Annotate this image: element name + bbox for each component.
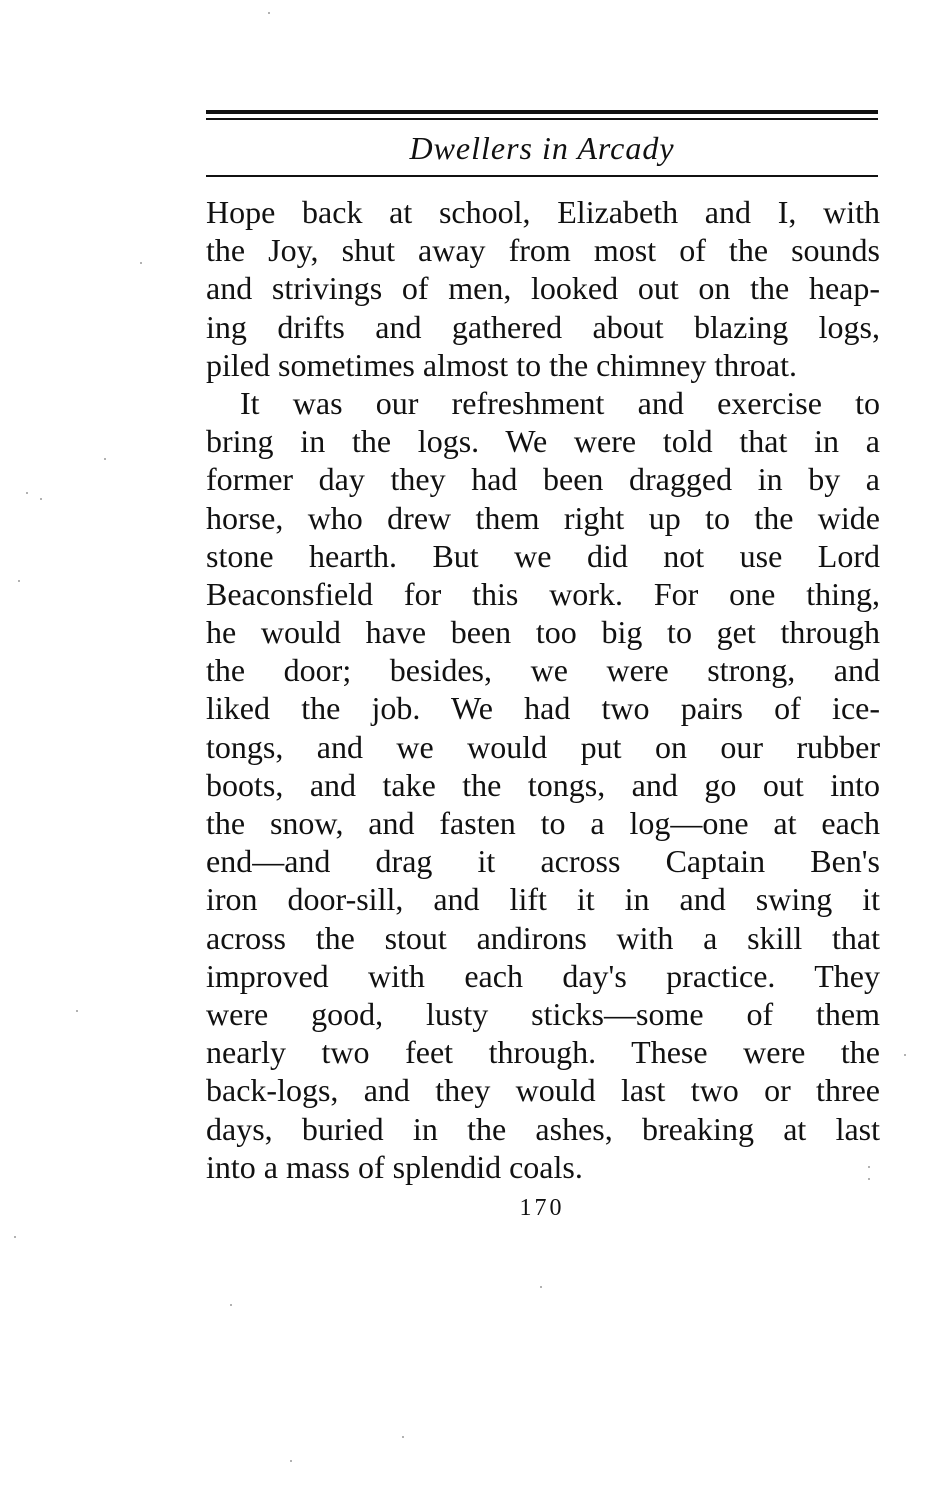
text-line: the snow, and fasten to a log—one at each bbox=[206, 805, 880, 841]
text-line: nearly two feet through. These were the bbox=[206, 1034, 880, 1071]
scan-speck bbox=[290, 1460, 292, 1462]
text-line: across the stout andirons with a skill that bbox=[206, 919, 880, 956]
text-line: the door; besides, we were strong, and bbox=[206, 652, 880, 689]
scan-speck bbox=[104, 458, 106, 460]
text-line: liked the job. We had two pairs of ice- bbox=[206, 690, 880, 727]
text-line: horse, who drew them right up to the wide bbox=[206, 499, 880, 536]
header-rule-bottom bbox=[206, 175, 878, 177]
page-number: 170 bbox=[519, 1195, 565, 1221]
text-line: the Joy, shut away from most of the sounds bbox=[206, 232, 880, 269]
header-rule-thin bbox=[206, 118, 878, 120]
text-line: were good, lusty sticks—some of them bbox=[206, 995, 880, 1032]
text-line: back-logs, and they would last two or three bbox=[206, 1072, 880, 1109]
scan-speck bbox=[40, 498, 42, 500]
body-text bbox=[206, 193, 880, 1186]
text-line: bring in the logs. We were told that in a bbox=[206, 423, 880, 460]
text-line: into a mass of splendid coals. bbox=[206, 1148, 583, 1185]
text-line: former day they had been dragged in by a bbox=[206, 461, 880, 498]
scan-speck bbox=[26, 492, 28, 494]
scan-speck bbox=[402, 1436, 404, 1438]
scan-speck bbox=[868, 1178, 870, 1180]
text-line: days, buried in the ashes, breaking at last bbox=[206, 1110, 880, 1147]
text-line: It was our refreshment and exercise to bbox=[240, 384, 880, 421]
scan-speck bbox=[76, 1010, 78, 1012]
text-line: end—and drag it across Captain Ben's bbox=[206, 843, 880, 880]
scan-speck bbox=[268, 12, 270, 14]
text-line: iron door-sill, and lift it in and swing it bbox=[206, 881, 880, 918]
scan-speck bbox=[18, 580, 20, 582]
scan-speck bbox=[540, 1286, 542, 1288]
text-line: he would have been too big to get through bbox=[206, 614, 880, 651]
text-line: boots, and take the tongs, and go out into bbox=[206, 766, 880, 803]
header-rule-thick bbox=[206, 110, 878, 114]
scan-speck bbox=[14, 1236, 16, 1238]
scan-speck bbox=[140, 262, 142, 264]
running-head: Dwellers in Arcady bbox=[409, 130, 675, 166]
text-line: improved with each day's practice. They bbox=[206, 957, 880, 994]
text-line: piled sometimes almost to the chimney throat. bbox=[206, 346, 797, 383]
text-line: stone hearth. But we did not use Lord bbox=[206, 537, 880, 574]
text-line: and strivings of men, looked out on the heap- bbox=[206, 270, 880, 307]
scan-speck bbox=[230, 1304, 232, 1306]
text-line: tongs, and we would put on our rubber bbox=[206, 728, 880, 765]
scan-speck bbox=[868, 1166, 870, 1168]
text-line: ing drifts and gathered about blazing logs, bbox=[206, 308, 880, 345]
text-line: Beaconsfield for this work. For one thing, bbox=[206, 575, 880, 612]
scan-speck bbox=[904, 1054, 906, 1056]
text-line: Hope back at school, Elizabeth and I, with bbox=[206, 194, 880, 230]
